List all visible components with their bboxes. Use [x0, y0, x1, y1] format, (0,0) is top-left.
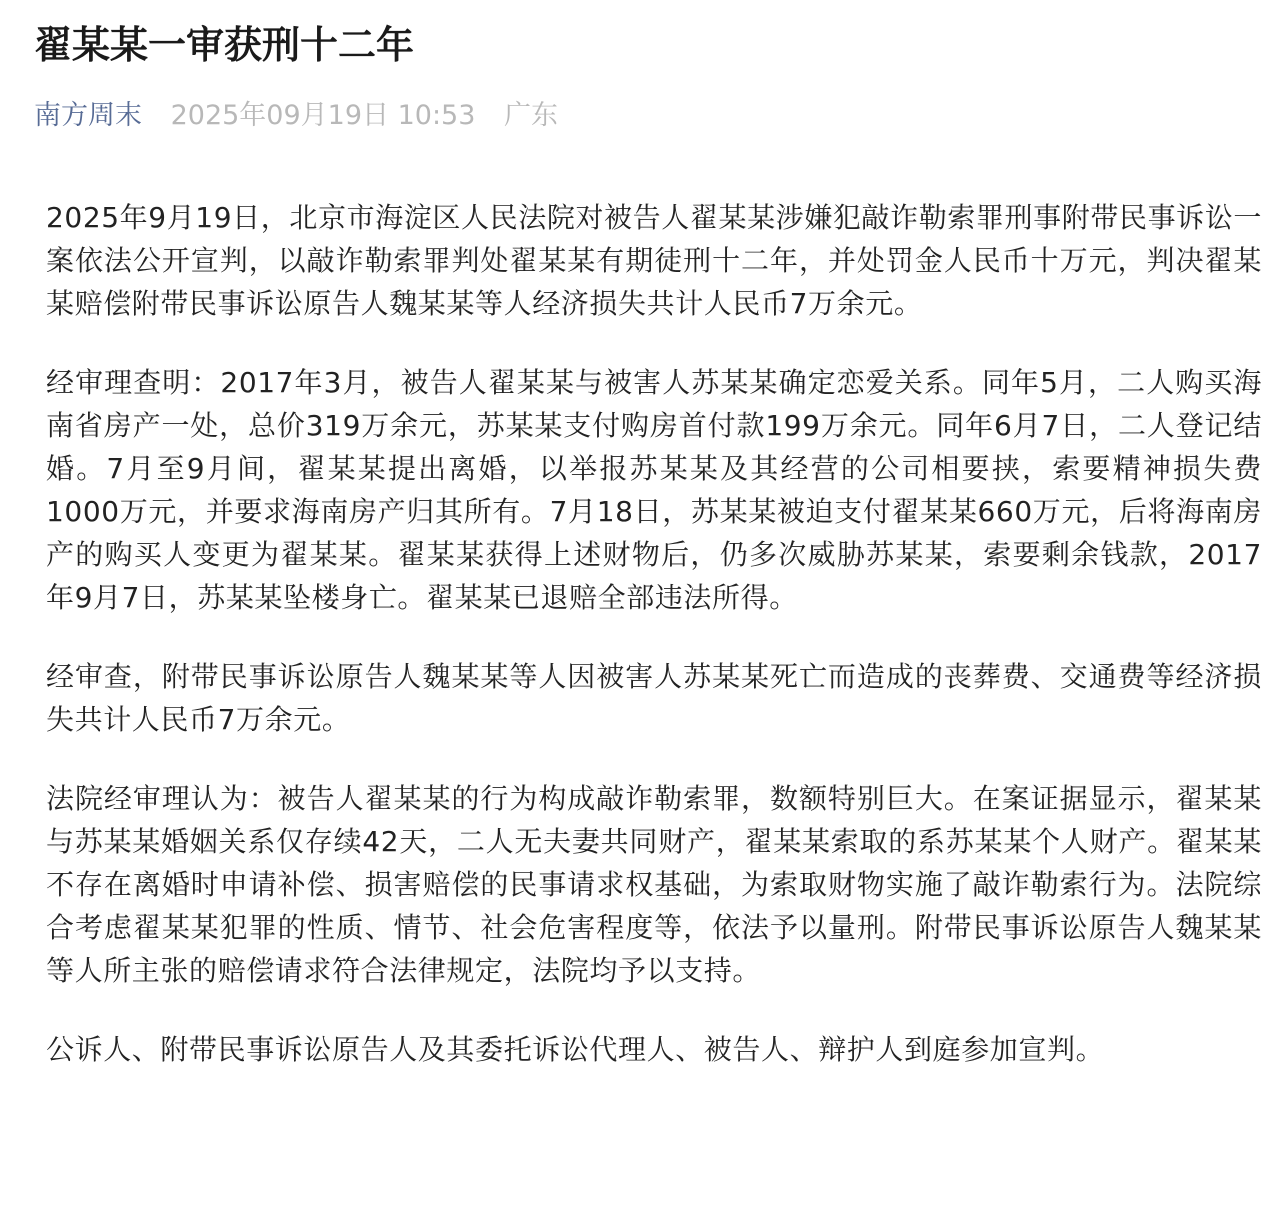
- paragraph-court-opinion: 法院经审理认为：被告人翟某某的行为构成敲诈勒索罪，数额特别巨大。在案证据显示，翟某某与苏某某婚姻关系仅存续42天，二人无夫妻共同财产，翟某某索取的系苏某某个人财产。翟某某不存在离婚时申请补偿、损害赔偿的民事请求权基础，为索取财物实施了敲诈勒索行为。法院综合考虑翟某某犯罪的性质、情节、社会危害程度等，依法予以量刑。附带民事诉讼原告人魏某某等人所主张的赔偿请求符合法律规定，法院均予以支持。: [46, 782, 1262, 987]
- publish-location: 广东: [504, 100, 559, 131]
- paragraph-civil-claim: 经审查，附带民事诉讼原告人魏某某等人因被害人苏某某死亡而造成的丧葬费、交通费等经济损失共计人民币7万余元。: [46, 660, 1262, 736]
- paragraph-attendance: 公诉人、附带民事诉讼原告人及其委托诉讼代理人、被告人、辩护人到庭参加宣判。: [46, 1033, 1105, 1066]
- paragraph-verdict: 2025年9月19日，北京市海淀区人民法院对被告人翟某某涉嫌犯敲诈勒索罪刑事附带民事诉讼一案依法公开宣判，以敲诈勒索罪判处翟某某有期徒刑十二年，并处罚金人民币十万元，判决翟某某赔偿附带民事诉讼原告人魏某某等人经济损失共计人民币7万余元。: [46, 201, 1262, 320]
- article-title: 翟某某一审获刑十二年: [34, 23, 415, 67]
- article-meta: [34, 96, 558, 136]
- publish-date: 2025年09月19日 10:53: [170, 100, 476, 131]
- paragraph-facts: 经审理查明：2017年3月，被告人翟某某与被害人苏某某确定恋爱关系。同年5月，二人购买海南省房产一处，总价319万余元，苏某某支付购房首付款199万余元。同年6月7日，二人登记结婚。7月至9月间，翟某某提出离婚，以举报苏某某及其经营的公司相要挟，索要精神损失费1000万元，并要求海南房产归其所有。7月18日，苏某某被迫支付翟某某660万元，后将海南房产的购买人变更为翟某某。翟某某获得上述财物后，仍多次威胁苏某某，索要剩余钱款，2017年9月7日，苏某某坠楼身亡。翟某某已退赔全部违法所得。: [46, 366, 1262, 614]
- article-body: [46, 196, 1262, 1107]
- source-link[interactable]: 南方周末: [34, 100, 142, 131]
